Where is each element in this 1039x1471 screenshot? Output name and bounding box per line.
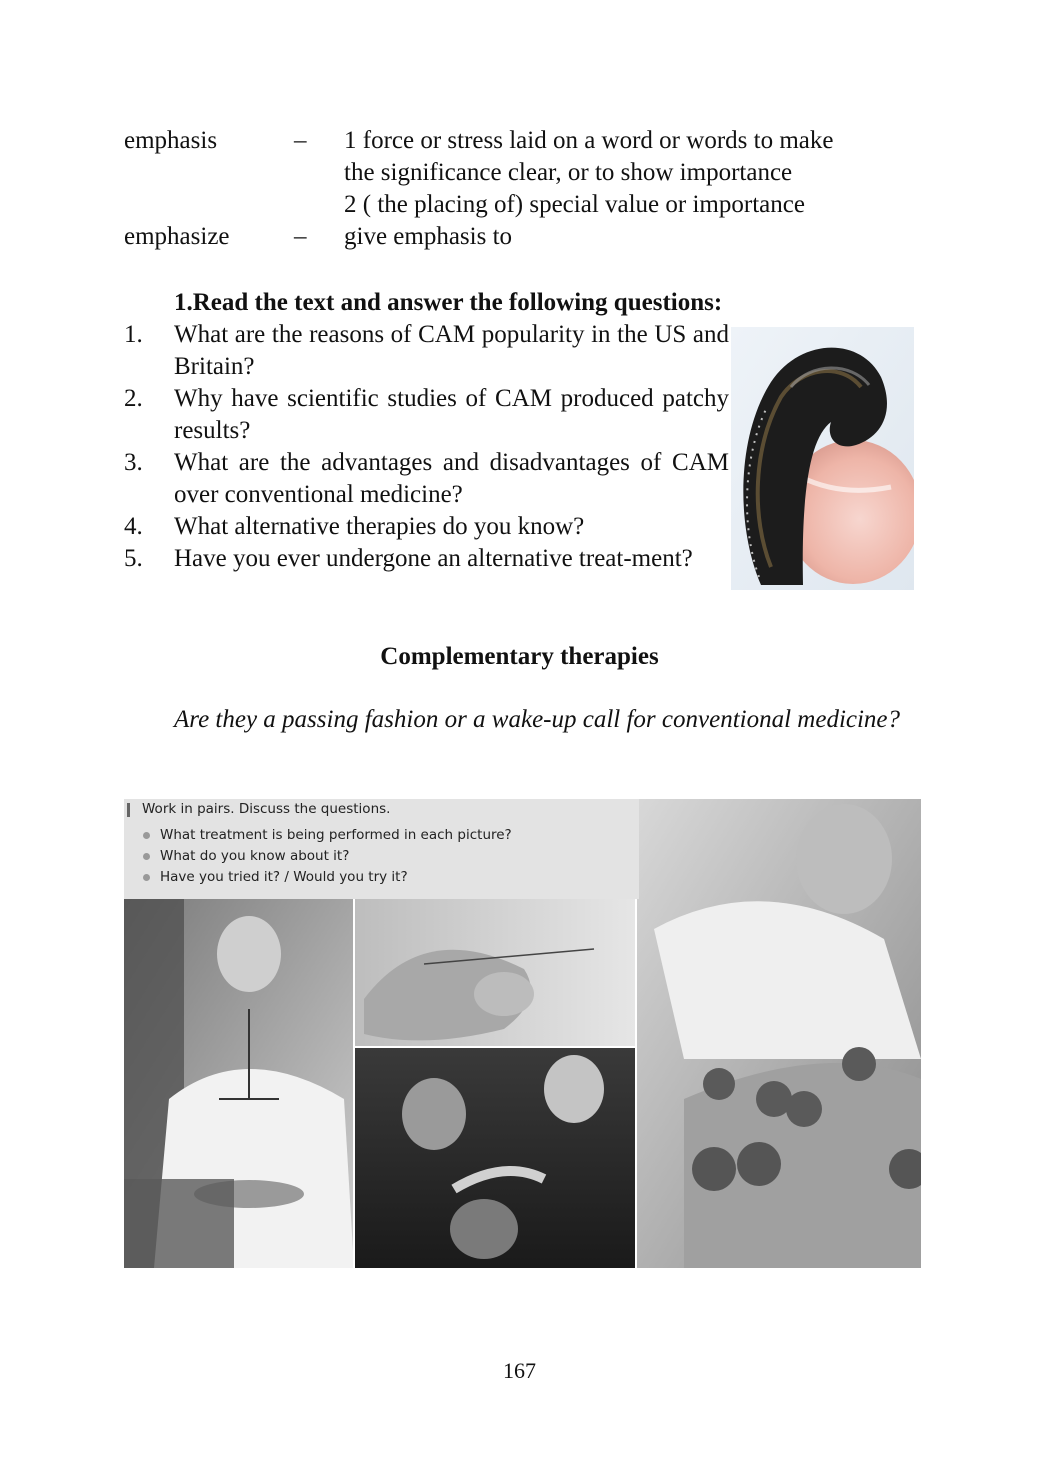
- question-number: 2.: [124, 385, 143, 412]
- page-number: 167: [503, 1358, 536, 1383]
- section-lead: Are they a passing fashion or a wake-up call for conventional medicine?: [174, 706, 901, 733]
- task-question: What do you know about it?: [142, 846, 512, 867]
- question-number: 5.: [124, 545, 143, 572]
- task-questions: [142, 825, 512, 888]
- section-title: Complementary therapies: [380, 643, 659, 670]
- task-marker: [127, 803, 130, 817]
- glossary-term: emphasize: [124, 223, 230, 250]
- task-title: Work in pairs. Discuss the questions.: [142, 801, 391, 817]
- healing-photo: [354, 1047, 636, 1268]
- glossary-entry-emphasis: [124, 125, 924, 221]
- question-number: 4.: [124, 513, 143, 540]
- questions-heading: 1.Read the text and answer the following questions:: [174, 289, 723, 316]
- question-item: [124, 511, 729, 543]
- definition-line: 2 ( the placing of) special value or importance: [344, 191, 805, 218]
- therapy-collage: [124, 799, 921, 1268]
- question-item: [124, 447, 729, 511]
- glossary-definition: [344, 221, 924, 253]
- glossary-dash: –: [294, 127, 307, 154]
- question-number: 3.: [124, 449, 143, 476]
- definition-line: the significance clear, or to show importance: [344, 159, 793, 186]
- question-text: What alternative therapies do you know?: [174, 513, 585, 540]
- definition-line: give emphasis to: [344, 223, 513, 250]
- glossary: [124, 125, 924, 253]
- question-text: Why have scientific studies of CAM produced patchy results?: [174, 385, 729, 444]
- task-question: What treatment is being performed in each picture?: [142, 825, 512, 846]
- questions-list: [124, 319, 729, 575]
- glossary-term: emphasis: [124, 127, 218, 154]
- glossary-definition: [344, 125, 924, 221]
- question-item: [124, 383, 729, 447]
- question-item: [124, 319, 729, 383]
- question-text: Have you ever undergone an alternative treat-ment?: [174, 545, 693, 572]
- cupping-photo: [636, 799, 921, 1268]
- acupuncture-photo: [354, 899, 636, 1047]
- leech-illustration: [731, 327, 914, 590]
- task-question: Have you tried it? / Would you try it?: [142, 867, 512, 888]
- question-item: [124, 543, 729, 575]
- question-text: What are the reasons of CAM popularity in the US and Britain?: [174, 321, 729, 380]
- leech-photo: [731, 327, 914, 590]
- glossary-entry-emphasize: [124, 221, 924, 253]
- herbalist-photo: [124, 899, 354, 1268]
- discussion-task: [124, 799, 639, 899]
- question-number: 1.: [124, 321, 143, 348]
- question-text: What are the advantages and disadvantages of CAM over conventional medicine?: [174, 449, 729, 508]
- glossary-dash: –: [294, 223, 307, 250]
- definition-line: 1 force or stress laid on a word or words to make: [344, 127, 834, 154]
